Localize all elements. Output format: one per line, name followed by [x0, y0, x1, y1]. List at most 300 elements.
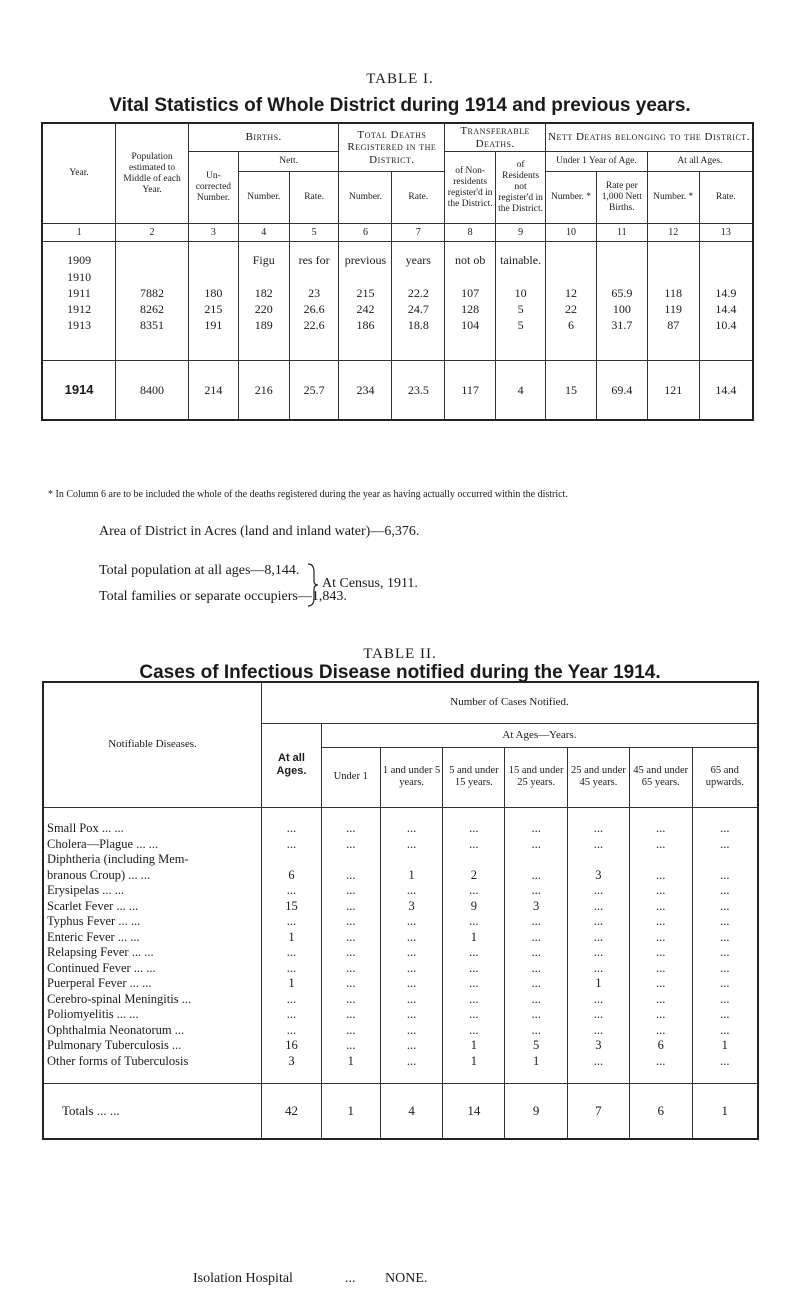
- table-cell: ...: [321, 837, 380, 853]
- table-cell: 10: [496, 285, 546, 301]
- table-cell: 1: [262, 930, 322, 946]
- col-under1-number-header: Number. *: [546, 172, 597, 224]
- table-cell: ...: [568, 1054, 630, 1070]
- table-cell: [289, 333, 339, 361]
- column-number-row: [42, 224, 753, 242]
- row-label: 1913: [42, 317, 116, 333]
- table-cell: ...: [568, 961, 630, 977]
- isolation-value: NONE.: [385, 1271, 428, 1286]
- table-cell: ...: [321, 976, 380, 992]
- col-1-5-header: 1 and under 5 years.: [380, 747, 443, 807]
- table-row: [43, 899, 758, 915]
- table-cell: [262, 852, 322, 868]
- table-cell: ...: [505, 930, 568, 946]
- table-row: [43, 945, 758, 961]
- row-label: Typhus Fever ... ...: [43, 914, 262, 930]
- table-cell: 4: [380, 1083, 443, 1139]
- table-cell: ...: [443, 1007, 505, 1023]
- table-cell: ...: [629, 945, 692, 961]
- table-cell: [321, 807, 380, 821]
- col-all-ages-header: At all Ages.: [647, 152, 753, 172]
- footnote: * In Column 6 are to be included the whole of the deaths registered during the year as having actually occurred within the district.: [48, 489, 568, 500]
- table-cell: 23.5: [392, 361, 445, 421]
- row-label: Poliomyelitis ... ...: [43, 1007, 262, 1023]
- col-number-notified-header: Number of Cases Notified.: [262, 682, 758, 723]
- table-cell: [42, 333, 116, 361]
- table-row: [42, 317, 753, 333]
- table-cell: ...: [262, 992, 322, 1008]
- table-cell: ...: [692, 1023, 758, 1039]
- table-cell: 128: [445, 301, 496, 317]
- table-cell: 12: [546, 285, 597, 301]
- table-cell: [629, 807, 692, 821]
- col-total-deaths-header: Total Deaths Registered in the District.: [339, 123, 445, 172]
- col-number: 3: [188, 224, 238, 242]
- col-number: 13: [699, 224, 753, 242]
- spacer-row: [42, 242, 753, 252]
- table-cell: 14.4: [699, 301, 753, 317]
- table-row: [43, 821, 758, 837]
- table-cell: 8400: [116, 361, 189, 421]
- table-cell: ...: [629, 930, 692, 946]
- row-label: Cholera—Plague ... ...: [43, 837, 262, 853]
- table-cell: not ob: [445, 252, 496, 269]
- table-cell: [289, 242, 339, 252]
- table-cell: ...: [321, 899, 380, 915]
- table-cell: 14: [443, 1083, 505, 1139]
- table-cell: 6: [629, 1083, 692, 1139]
- table-cell: [445, 333, 496, 361]
- table-cell: 214: [188, 361, 238, 421]
- table-cell: [116, 333, 189, 361]
- col-uncorrected-header: Un-corrected Number.: [188, 152, 238, 224]
- table-cell: 2: [443, 868, 505, 884]
- table-cell: 14.9: [699, 285, 753, 301]
- table-cell: [596, 252, 647, 269]
- table-cell: ...: [629, 837, 692, 853]
- table-cell: 215: [339, 285, 392, 301]
- table1-title: Vital Statistics of Whole District during 1914 and previous years.: [109, 95, 691, 116]
- table-cell: [699, 269, 753, 285]
- table-cell: [339, 333, 392, 361]
- table-cell: ...: [443, 837, 505, 853]
- table-cell: ...: [505, 961, 568, 977]
- table-row: [43, 1054, 758, 1070]
- row-label: 1912: [42, 301, 116, 317]
- col-transferable-header: Transferable Deaths.: [445, 123, 546, 152]
- table-cell: 65.9: [596, 285, 647, 301]
- table-cell: [289, 269, 339, 285]
- table-cell: 1: [505, 1054, 568, 1070]
- table-cell: 5: [496, 317, 546, 333]
- table2-caption: TABLE II.: [363, 646, 437, 662]
- table-cell: 9: [443, 899, 505, 915]
- table-cell: 25.7: [289, 361, 339, 421]
- table-cell: ...: [692, 914, 758, 930]
- col-nett-deaths-header: Nett Deaths belonging to the District.: [546, 123, 753, 152]
- table-cell: ...: [505, 837, 568, 853]
- table-cell: ...: [443, 992, 505, 1008]
- table-cell: ...: [321, 868, 380, 884]
- table-cell: ...: [321, 821, 380, 837]
- table-cell: 117: [445, 361, 496, 421]
- table-cell: ...: [692, 930, 758, 946]
- table-row: [43, 868, 758, 884]
- table-cell: ...: [443, 914, 505, 930]
- table-cell: ...: [629, 899, 692, 915]
- table-cell: 15: [546, 361, 597, 421]
- table-cell: 14.4: [699, 361, 753, 421]
- row-label: Enteric Fever ... ...: [43, 930, 262, 946]
- table-cell: 119: [647, 301, 699, 317]
- table-cell: ...: [692, 883, 758, 899]
- table-cell: ...: [380, 930, 443, 946]
- table-cell: [647, 242, 699, 252]
- table-cell: ...: [321, 992, 380, 1008]
- table-cell: ...: [568, 992, 630, 1008]
- table-cell: 16: [262, 1038, 322, 1054]
- brace-icon: [305, 562, 319, 608]
- table-row: [43, 1023, 758, 1039]
- table-cell: 7: [568, 1083, 630, 1139]
- table-cell: 5: [505, 1038, 568, 1054]
- table-row: [43, 1007, 758, 1023]
- table-cell: ...: [262, 1023, 322, 1039]
- table-cell: 100: [596, 301, 647, 317]
- table-cell: ...: [321, 961, 380, 977]
- table-cell: ...: [262, 945, 322, 961]
- table-cell: ...: [692, 899, 758, 915]
- table-cell: ...: [692, 821, 758, 837]
- table-cell: ...: [505, 868, 568, 884]
- area-line: Area of District in Acres (land and inland water)—6,376.: [99, 524, 420, 539]
- table-cell: ...: [692, 868, 758, 884]
- table-cell: [188, 242, 238, 252]
- table-cell: 9: [505, 1083, 568, 1139]
- col-deaths-rate-header: Rate.: [392, 172, 445, 224]
- col-under1-header: Under 1: [321, 747, 380, 807]
- table-row: [43, 914, 758, 930]
- table-cell: [188, 333, 238, 361]
- table-cell: ...: [321, 914, 380, 930]
- table-cell: 216: [238, 361, 289, 421]
- table-cell: ...: [443, 945, 505, 961]
- col-under1-header: Under 1 Year of Age.: [546, 152, 648, 172]
- col-number: 2: [116, 224, 189, 242]
- table-row: [42, 252, 753, 269]
- table-cell: ...: [629, 1007, 692, 1023]
- table-cell: ...: [692, 1007, 758, 1023]
- table-cell: [629, 852, 692, 868]
- table-cell: ...: [262, 883, 322, 899]
- table-cell: [647, 269, 699, 285]
- table-cell: ...: [380, 1054, 443, 1070]
- table-cell: 5: [496, 301, 546, 317]
- table-row: [43, 837, 758, 853]
- table-cell: [568, 852, 630, 868]
- table-cell: 3: [380, 899, 443, 915]
- table-cell: [546, 242, 597, 252]
- table-cell: ...: [629, 914, 692, 930]
- table-cell: [568, 807, 630, 821]
- table-cell: [321, 1069, 380, 1083]
- table-cell: ...: [262, 961, 322, 977]
- table-cell: 23: [289, 285, 339, 301]
- table-cell: ...: [629, 883, 692, 899]
- table-cell: [596, 269, 647, 285]
- table-cell: ...: [321, 883, 380, 899]
- vital-statistics-body: [42, 242, 753, 421]
- infectious-disease-table: [42, 681, 759, 1140]
- table-cell: 182: [238, 285, 289, 301]
- table-cell: 1: [380, 868, 443, 884]
- table-cell: [238, 269, 289, 285]
- table-cell: 118: [647, 285, 699, 301]
- row-label: Totals ... ...: [43, 1083, 262, 1139]
- table-cell: [116, 242, 189, 252]
- table-cell: ...: [443, 976, 505, 992]
- table-cell: Figu: [238, 252, 289, 269]
- table-cell: previous: [339, 252, 392, 269]
- table-cell: [596, 242, 647, 252]
- row-label: Puerperal Fever ... ...: [43, 976, 262, 992]
- col-births-number-header: Number.: [238, 172, 289, 224]
- table-cell: ...: [380, 1023, 443, 1039]
- table-cell: ...: [443, 961, 505, 977]
- col-year-header: Year.: [42, 123, 116, 224]
- table-cell: [692, 852, 758, 868]
- table-cell: 107: [445, 285, 496, 301]
- families-line: Total families or separate occupiers—1,843.: [99, 589, 347, 604]
- table-cell: [445, 269, 496, 285]
- table-cell: years: [392, 252, 445, 269]
- table-cell: [647, 333, 699, 361]
- table-cell: 10.4: [699, 317, 753, 333]
- table-cell: 104: [445, 317, 496, 333]
- table-cell: [445, 242, 496, 252]
- table-cell: 3: [568, 1038, 630, 1054]
- table-cell: 180: [188, 285, 238, 301]
- row-label: Other forms of Tuberculosis: [43, 1054, 262, 1070]
- table-cell: 22.2: [392, 285, 445, 301]
- table-cell: ...: [692, 945, 758, 961]
- table-cell: 1: [321, 1083, 380, 1139]
- table-row: [42, 269, 753, 285]
- row-label: Relapsing Fever ... ...: [43, 945, 262, 961]
- row-label: 1910: [42, 269, 116, 285]
- table-cell: ...: [568, 821, 630, 837]
- table-cell: ...: [568, 899, 630, 915]
- table-cell: ...: [380, 945, 443, 961]
- infectious-disease-body: [43, 807, 758, 1139]
- row-label: branous Croup) ... ...: [43, 868, 262, 884]
- row-label: Scarlet Fever ... ...: [43, 899, 262, 915]
- table-cell: 1: [321, 1054, 380, 1070]
- col-15-25-header: 15 and under 25 years.: [505, 747, 568, 807]
- table-cell: 31.7: [596, 317, 647, 333]
- col-residents-not-header: of Residents not register'd in the District.: [496, 152, 546, 224]
- table-cell: ...: [692, 1054, 758, 1070]
- col-number: 10: [546, 224, 597, 242]
- col-at-all-ages-header: At all Ages.: [262, 723, 322, 807]
- table-cell: [380, 852, 443, 868]
- table-cell: ...: [321, 930, 380, 946]
- col-number: 12: [647, 224, 699, 242]
- table-cell: ...: [380, 1007, 443, 1023]
- table-cell: [692, 1069, 758, 1083]
- col-non-residents-header: of Non-residents register'd in the District.: [445, 152, 496, 224]
- table-cell: ...: [568, 930, 630, 946]
- isolation-dots: ...: [345, 1271, 356, 1286]
- table-cell: [596, 333, 647, 361]
- table-cell: 87: [647, 317, 699, 333]
- table-cell: ...: [568, 1023, 630, 1039]
- table-row: [42, 301, 753, 317]
- table-cell: ...: [692, 961, 758, 977]
- table-cell: ...: [692, 837, 758, 853]
- table-cell: 234: [339, 361, 392, 421]
- table-cell: ...: [321, 1007, 380, 1023]
- table-cell: 6: [262, 868, 322, 884]
- row-label: Continued Fever ... ...: [43, 961, 262, 977]
- table-cell: ...: [380, 976, 443, 992]
- isolation-label: Isolation Hospital: [193, 1271, 293, 1286]
- table-cell: 220: [238, 301, 289, 317]
- table-cell: ...: [629, 821, 692, 837]
- row-label: Small Pox ... ...: [43, 821, 262, 837]
- table-cell: ...: [629, 1023, 692, 1039]
- table-cell: ...: [380, 961, 443, 977]
- table-cell: [339, 242, 392, 252]
- col-number: 1: [42, 224, 116, 242]
- table-row: [43, 883, 758, 899]
- table-cell: 4: [496, 361, 546, 421]
- table-cell: [443, 807, 505, 821]
- col-65-up-header: 65 and upwards.: [692, 747, 758, 807]
- table-cell: 6: [546, 317, 597, 333]
- table-cell: ...: [262, 1007, 322, 1023]
- row-label: Erysipelas ... ...: [43, 883, 262, 899]
- table-cell: tainable.: [496, 252, 546, 269]
- table-cell: ...: [380, 1038, 443, 1054]
- table-row: [43, 852, 758, 868]
- table-cell: ...: [505, 945, 568, 961]
- table-row: [43, 930, 758, 946]
- table-cell: 22.6: [289, 317, 339, 333]
- table-row: [43, 1083, 758, 1139]
- col-rate-per-1000-header: Rate per 1,000 Nett Births.: [596, 172, 647, 224]
- table-cell: ...: [505, 1023, 568, 1039]
- table-cell: ...: [505, 914, 568, 930]
- table-cell: [546, 252, 597, 269]
- col-population-header: Population estimated to Middle of each Year.: [116, 123, 189, 224]
- table-cell: [629, 1069, 692, 1083]
- col-at-ages-header: At Ages—Years.: [321, 723, 758, 747]
- table-cell: 1: [443, 1038, 505, 1054]
- table-cell: [699, 333, 753, 361]
- table-cell: [505, 807, 568, 821]
- table-cell: [339, 269, 392, 285]
- col-number: 7: [392, 224, 445, 242]
- col-nett-header: Nett.: [238, 152, 339, 172]
- table-cell: [699, 242, 753, 252]
- table-cell: ...: [262, 914, 322, 930]
- table-cell: [692, 807, 758, 821]
- spacer-row: [43, 807, 758, 821]
- table-cell: [238, 242, 289, 252]
- table-cell: ...: [629, 992, 692, 1008]
- table-cell: ...: [505, 976, 568, 992]
- table-cell: [568, 1069, 630, 1083]
- table-cell: ...: [568, 945, 630, 961]
- table-cell: 24.7: [392, 301, 445, 317]
- col-number: 4: [238, 224, 289, 242]
- census-note: At Census, 1911.: [322, 576, 418, 591]
- table-cell: 189: [238, 317, 289, 333]
- table-cell: 3: [505, 899, 568, 915]
- table-cell: [238, 333, 289, 361]
- row-label: Ophthalmia Neonatorum ...: [43, 1023, 262, 1039]
- table-cell: ...: [505, 883, 568, 899]
- table-cell: [188, 252, 238, 269]
- table-row: [42, 285, 753, 301]
- vital-statistics-table: [41, 122, 754, 421]
- table-cell: [392, 242, 445, 252]
- table-row: [43, 976, 758, 992]
- table-cell: ...: [380, 992, 443, 1008]
- table-cell: 186: [339, 317, 392, 333]
- table-cell: [392, 269, 445, 285]
- table-cell: [43, 807, 262, 821]
- table-cell: 22: [546, 301, 597, 317]
- table-cell: 69.4: [596, 361, 647, 421]
- table-cell: 8351: [116, 317, 189, 333]
- spacer-row: [42, 333, 753, 361]
- table-row: [42, 361, 753, 421]
- col-deaths-number-header: Number.: [339, 172, 392, 224]
- table-cell: 191: [188, 317, 238, 333]
- table-cell: ...: [443, 1023, 505, 1039]
- table-cell: 7882: [116, 285, 189, 301]
- table-cell: 1: [692, 1038, 758, 1054]
- table-cell: 1: [568, 976, 630, 992]
- table-cell: ...: [629, 961, 692, 977]
- table-cell: [443, 1069, 505, 1083]
- row-label: Diphtheria (including Mem-: [43, 852, 262, 868]
- table-cell: [380, 1069, 443, 1083]
- table-cell: [262, 807, 322, 821]
- table-cell: 1: [262, 976, 322, 992]
- col-notifiable-header: Notifiable Diseases.: [43, 682, 262, 807]
- row-label: 1909: [42, 252, 116, 269]
- col-births-rate-header: Rate.: [289, 172, 339, 224]
- table-cell: ...: [629, 1054, 692, 1070]
- table-cell: [43, 1069, 262, 1083]
- table-cell: 1: [692, 1083, 758, 1139]
- table-cell: [505, 1069, 568, 1083]
- col-5-15-header: 5 and under 15 years.: [443, 747, 505, 807]
- table-cell: ...: [380, 821, 443, 837]
- table-cell: ...: [505, 992, 568, 1008]
- table-cell: [647, 252, 699, 269]
- table-cell: [116, 269, 189, 285]
- col-number: 5: [289, 224, 339, 242]
- table-cell: [496, 242, 546, 252]
- table-cell: ...: [692, 976, 758, 992]
- col-all-ages-number-header: Number. *: [647, 172, 699, 224]
- table-row: [43, 992, 758, 1008]
- table-cell: [188, 269, 238, 285]
